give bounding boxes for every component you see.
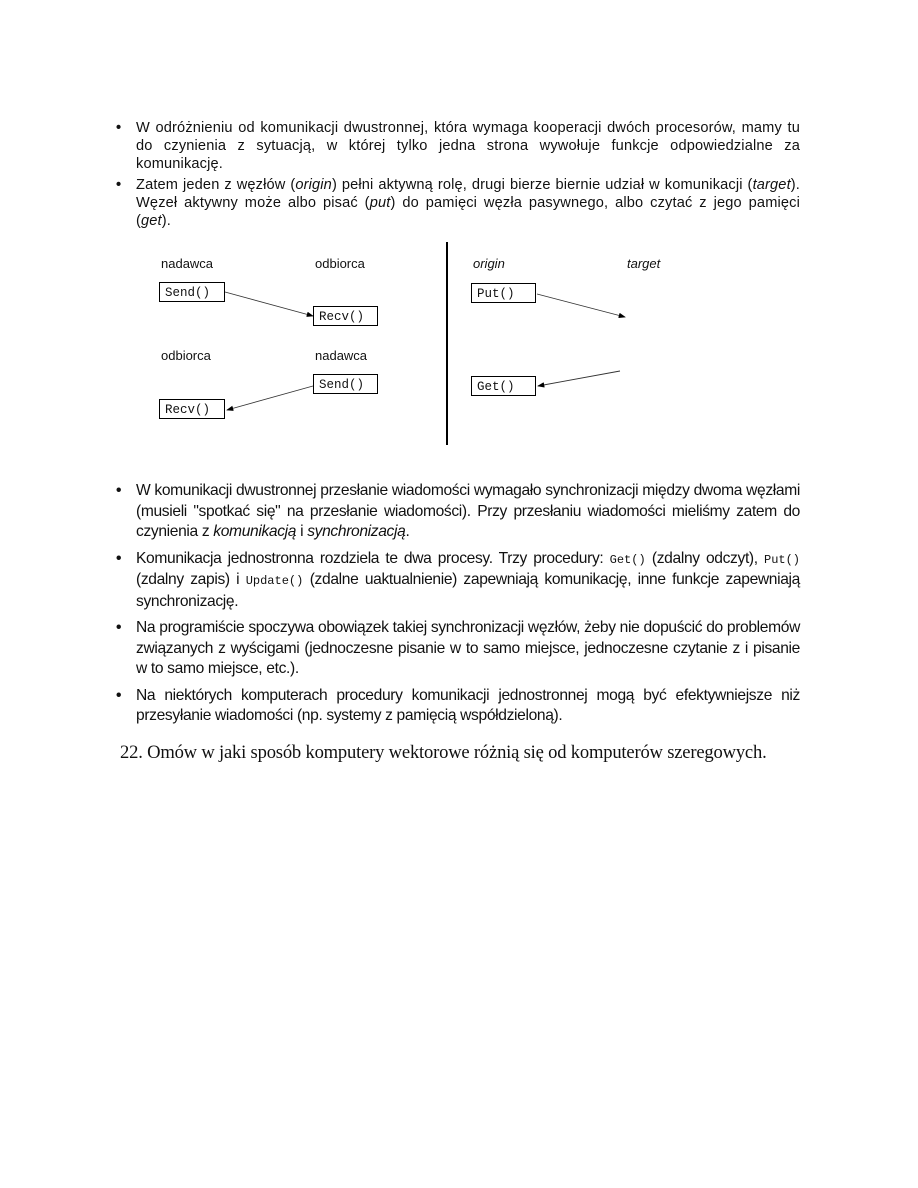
list-item	[114, 549, 800, 613]
put-box: Put()	[471, 283, 536, 303]
label-receiver: odbiorca	[315, 256, 365, 271]
code-update: Update()	[245, 574, 304, 588]
one-sided-details-list	[114, 481, 800, 733]
bullet-icon: •	[116, 177, 122, 193]
question-heading: 22. Omów w jaki sposób komputery wektorowe różnią się od komputerów szeregowych.	[120, 742, 767, 763]
text-fragment: (zdalne uaktualnienie) zapewniają komunikację, inne funkcje zapewniają synchronizację.	[136, 571, 800, 610]
recv-box: Recv()	[313, 306, 378, 326]
paragraph-text: W odróżnieniu od komunikacji dwustronnej, która wymaga kooperacji dwóch procesorów, mamy tu do czynienia z sytuacją, w której tylko jedna strona wywołuje funkcje odpowiedzialne za komunikację.	[136, 120, 800, 172]
list-item	[114, 618, 800, 680]
one-sided-intro-list	[114, 119, 800, 233]
text-fragment: .	[405, 523, 410, 540]
get-box: Get()	[471, 376, 536, 396]
text-fragment: (zdalny zapis) i	[136, 571, 246, 588]
text-fragment: ) pełni aktywną rolę, drugi bierze biernie udział w komunikacji (	[331, 177, 753, 193]
term-origin: origin	[295, 177, 332, 193]
term-synchronization: synchronizacją	[307, 523, 406, 540]
send-to-recv-arrow-2	[227, 386, 313, 410]
label-sender: nadawca	[315, 348, 368, 363]
send-box: Send()	[313, 374, 378, 394]
text-fragment: (zdalny odczyt),	[645, 549, 764, 567]
term-put: put	[369, 195, 391, 211]
paragraph-text: Na niektórych komputerach procedury komunikacji jednostronnej mogą być efektywniejsze niż przesyłanie wiadomości (np. systemy z pamięcią współdzieloną).	[136, 686, 800, 724]
recv-box: Recv()	[159, 399, 225, 419]
text-fragment: W komunikacji dwustronnej przesłanie wiadomości wymagało synchronizacji między dwoma węzłami (musieli "spotkać się" na przesłanie wiadomości). Przy przesłaniu wiadomości mieliśmy zatem do czynienia z	[136, 482, 800, 540]
label-receiver: odbiorca	[161, 348, 211, 363]
send-box: Send()	[159, 282, 225, 302]
list-item	[114, 481, 800, 543]
list-item	[114, 686, 800, 727]
label-origin: origin	[473, 256, 505, 271]
code-get: Get()	[609, 552, 646, 567]
bullet-icon: •	[116, 619, 122, 636]
list-item	[114, 119, 800, 173]
text-fragment: ) do pamięci węzła pasywnego, albo czytać z jego pamięci (	[136, 195, 800, 229]
term-get: get	[141, 213, 162, 229]
label-target: target	[627, 256, 661, 271]
get-arrow	[538, 371, 620, 386]
text-fragment: Komunikacja jednostronna rozdziela te dwa procesy. Trzy procedury:	[136, 549, 610, 567]
label-sender: nadawca	[161, 256, 214, 271]
communication-diagram	[140, 242, 700, 447]
send-to-recv-arrow	[225, 292, 313, 316]
term-communication: komunikacją	[213, 523, 297, 540]
code-put: Put()	[764, 552, 801, 567]
bullet-icon: •	[116, 482, 122, 499]
put-arrow	[537, 294, 625, 317]
paragraph-text: Na programiście spoczywa obowiązek takiej synchronizacji węzłów, żeby nie dopuścić do problemów związanych z wyścigami (jednoczesne pisanie w to samo miejsce, jednoczesne czytanie z i pisanie w to samo miejsce, etc.).	[136, 619, 800, 677]
bullet-icon: •	[116, 120, 122, 136]
list-item	[114, 176, 800, 230]
text-fragment: ). Węzeł aktywny może albo pisać (	[136, 177, 800, 211]
text-fragment: Zatem jeden z węzłów (	[136, 177, 296, 193]
bullet-icon: •	[116, 549, 122, 567]
diagram-divider	[446, 242, 448, 445]
term-target: target	[752, 177, 791, 193]
text-fragment: i	[296, 523, 308, 540]
bullet-icon: •	[116, 686, 122, 704]
text-fragment: ).	[161, 213, 171, 229]
